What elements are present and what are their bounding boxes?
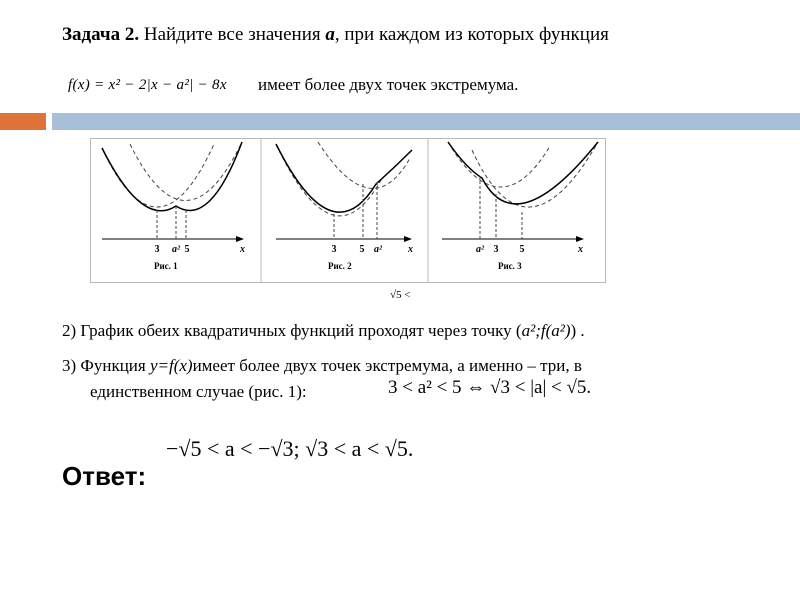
task-param: a bbox=[325, 24, 335, 45]
point3-inequality: 3 < a² < 5 ⇔ √3 < |a| < √5. bbox=[388, 377, 592, 398]
fig3-caption: Рис. 3 bbox=[498, 261, 522, 271]
answer-math: −√5 < a < −√3; √3 < a < √5. bbox=[166, 436, 414, 461]
formula-tail: имеет более двух точек экстремума. bbox=[258, 75, 519, 94]
tiny-sqrt-note: √5 < bbox=[390, 289, 411, 301]
point2-point: a²;f(a²) bbox=[521, 321, 571, 340]
task-title bbox=[62, 24, 609, 46]
fig1-tick-2: a² bbox=[172, 244, 180, 255]
fig2-tick-2: 5 bbox=[359, 244, 365, 255]
point3-suffix: имеет более двух точек экстремума, а именно – три, в bbox=[192, 356, 582, 375]
fig3-tick-1: a² bbox=[476, 244, 484, 255]
figures-graphic bbox=[90, 138, 606, 283]
point3-func: y=f(x) bbox=[149, 356, 193, 375]
point2-suffix: ) . bbox=[570, 321, 585, 340]
blue-divider-bar bbox=[52, 113, 800, 130]
task-text-1: Найдите все значения bbox=[143, 24, 321, 45]
fig2-caption: Рис. 2 bbox=[328, 261, 352, 271]
answer-label: Ответ: bbox=[62, 461, 147, 491]
fig3-tick-2: 3 bbox=[493, 244, 499, 255]
solution-point-3-line2: единственном случае (рис. 1): bbox=[90, 382, 307, 401]
solution-point-3-line1 bbox=[62, 356, 582, 376]
fig1-tick-3: 5 bbox=[184, 244, 190, 255]
orange-accent-bar bbox=[0, 113, 46, 130]
task-text-2: , при каждом из которых функция bbox=[334, 24, 609, 45]
figure-2 bbox=[276, 142, 413, 271]
solution-point-2 bbox=[62, 321, 585, 341]
fig1-tick-1: 3 bbox=[154, 244, 160, 255]
point2-prefix: 2) График обеих квадратичных функций проходят через точку ( bbox=[62, 321, 522, 340]
fig2-tick-1: 3 bbox=[331, 244, 337, 255]
figure-3 bbox=[442, 142, 598, 271]
fig3-axis-label: x bbox=[578, 244, 583, 255]
task-label: Задача 2. bbox=[62, 24, 140, 45]
fig1-caption: Рис. 1 bbox=[154, 261, 178, 271]
fig1-axis-label: x bbox=[240, 244, 245, 255]
fig3-tick-3: 5 bbox=[519, 244, 525, 255]
function-formula: f(x) = x² − 2|x − a²| − 8x bbox=[68, 77, 227, 93]
fig2-tick-3: a² bbox=[374, 244, 382, 255]
figure-1 bbox=[102, 142, 245, 271]
point3-prefix: 3) Функция bbox=[62, 356, 150, 375]
fig2-axis-label: x bbox=[408, 244, 413, 255]
